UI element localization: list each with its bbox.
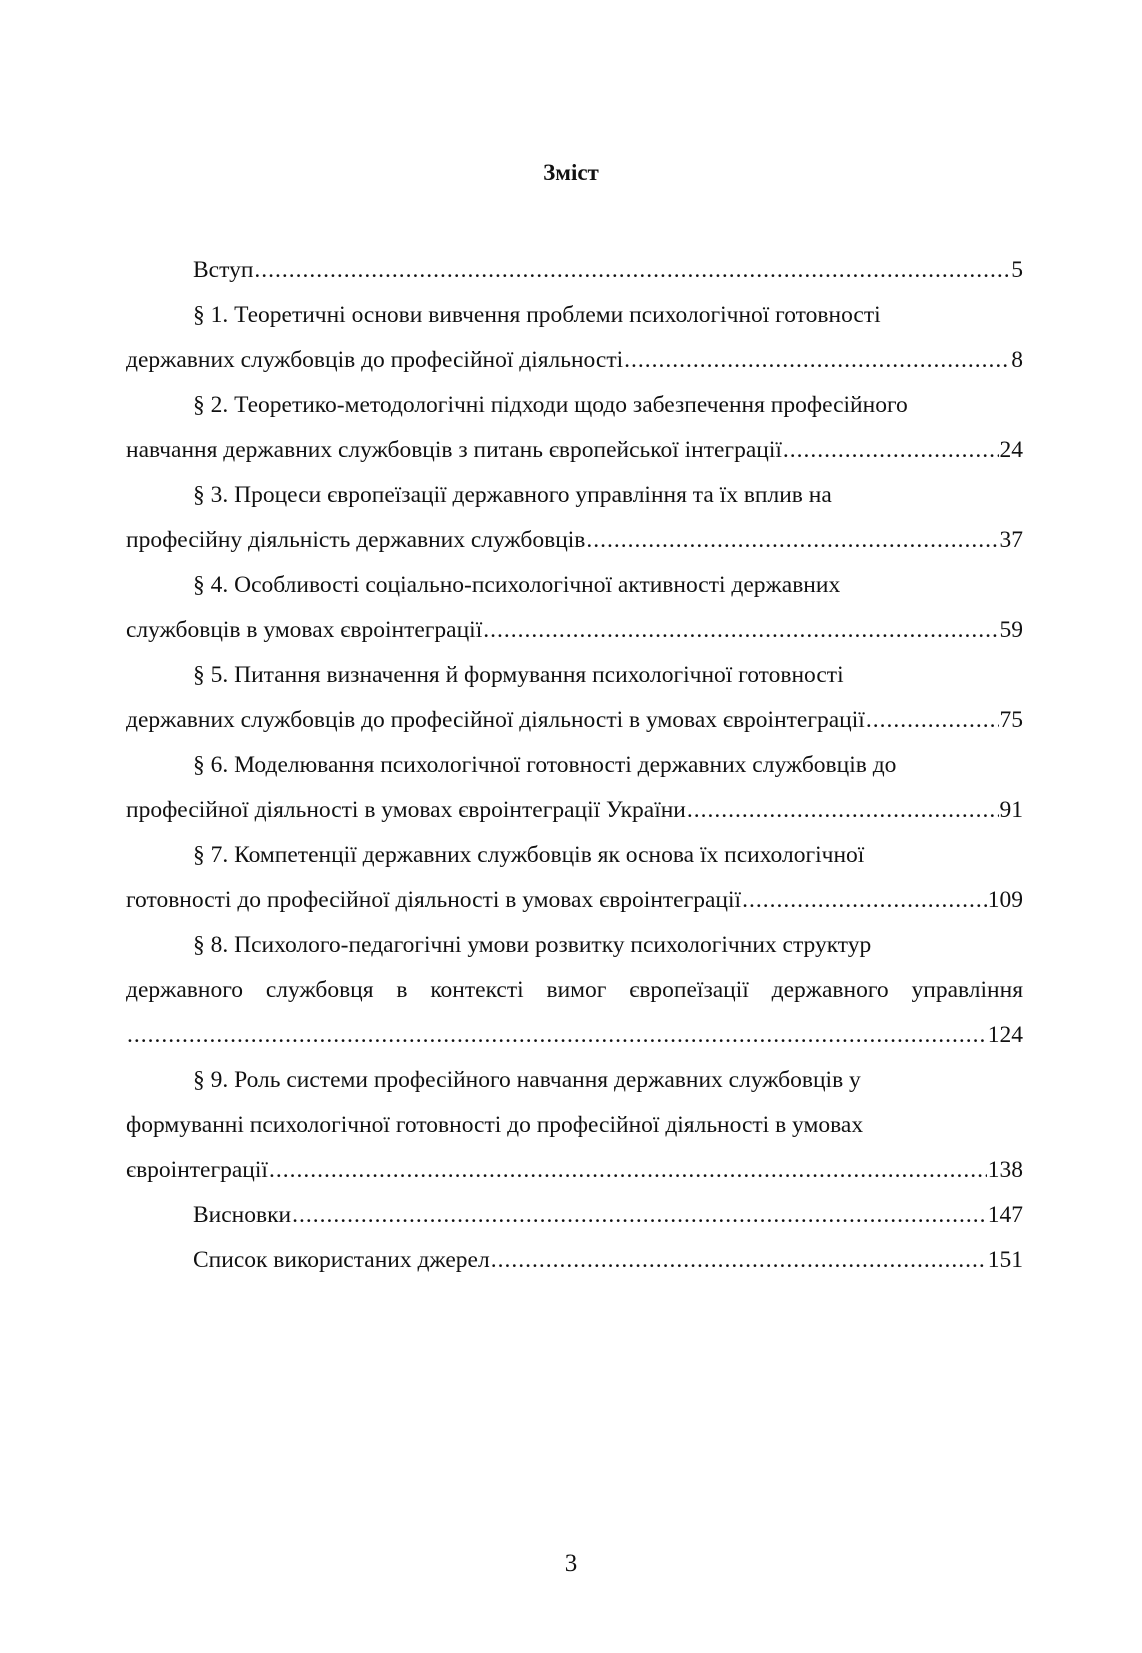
dot-leader <box>687 788 999 833</box>
dot-leader <box>586 518 998 563</box>
toc-page-number: 24 <box>999 437 1023 463</box>
toc-entry-section-5[interactable] <box>126 653 1023 743</box>
dot-leader <box>127 1013 987 1058</box>
toc-entry-text: § 7. Компетенції державних службовців як основа їх психологічної <box>193 842 865 868</box>
toc-entry-section-8[interactable] <box>126 923 1023 1058</box>
toc-page-number: 109 <box>987 887 1023 913</box>
toc-page-number: 59 <box>999 617 1023 643</box>
toc-entry-text: § 6. Моделювання психологічної готовності державних службовців до <box>193 752 897 778</box>
toc-page-number: 147 <box>987 1202 1023 1228</box>
toc-entry-references[interactable] <box>126 1238 1023 1283</box>
dot-leader <box>742 878 987 923</box>
toc-page-number: 124 <box>987 1022 1023 1048</box>
table-of-contents <box>126 248 1023 1283</box>
toc-entry-text: державних службовців до професійної діяльності <box>126 347 624 373</box>
toc-entry-conclusions[interactable] <box>126 1193 1023 1238</box>
toc-entry-text: § 2. Теоретико-методологічні підходи щодо забезпечення професійного <box>193 392 908 418</box>
toc-page-number: 138 <box>987 1157 1023 1183</box>
toc-entry-text: формуванні психологічної готовності до професійної діяльності в умовах <box>126 1112 864 1138</box>
toc-page-number: 151 <box>987 1247 1023 1273</box>
dot-leader <box>292 1193 987 1238</box>
toc-entry-text: § 4. Особливості соціально-психологічної активності державних <box>193 572 841 598</box>
toc-entry-text: професійної діяльності в умовах євроінтеграції України <box>126 797 686 823</box>
toc-entry-section-4[interactable] <box>126 563 1023 653</box>
toc-entry-text: готовності до професійної діяльності в умовах євроінтеграції <box>126 887 742 913</box>
toc-entry-section-3[interactable] <box>126 473 1023 563</box>
toc-entry-section-9[interactable] <box>126 1058 1023 1193</box>
toc-page-number: 37 <box>999 527 1023 553</box>
toc-entry-text: службовців в умовах євроінтеграції <box>126 617 483 643</box>
toc-entry-text: професійну діяльність державних службовців <box>126 527 586 553</box>
toc-entry-section-7[interactable] <box>126 833 1023 923</box>
toc-entry-introduction[interactable] <box>126 248 1023 293</box>
toc-page-number: 75 <box>999 707 1023 733</box>
toc-entry-text: євроінтеграції <box>126 1157 268 1183</box>
toc-entry-text: державних службовців до професійної діяльності в умовах євроінтеграції <box>126 707 865 733</box>
toc-entry-text: § 3. Процеси європеїзації державного управління та їх вплив на <box>193 482 832 508</box>
toc-entry-section-6[interactable] <box>126 743 1023 833</box>
toc-entry-section-1[interactable] <box>126 293 1023 383</box>
toc-entry-text: навчання державних службовців з питань європейської інтеграції <box>126 437 782 463</box>
toc-entry-text: державного службовця в контексті вимог європеїзації державного управління <box>126 977 1023 1003</box>
dot-leader <box>254 248 1010 293</box>
toc-page-number: 8 <box>1011 347 1023 373</box>
toc-entry-text: Вступ <box>193 257 254 283</box>
dot-leader <box>866 698 999 743</box>
toc-entry-text: § 1. Теоретичні основи вивчення проблеми психологічної готовності <box>193 302 881 328</box>
toc-entry-section-2[interactable] <box>126 383 1023 473</box>
toc-entry-text: § 5. Питання визначення й формування психологічної готовності <box>193 662 844 688</box>
toc-page-number: 91 <box>999 797 1023 823</box>
dot-leader <box>491 1238 987 1283</box>
toc-entry-text: § 8. Психолого-педагогічні умови розвитку психологічних структур <box>193 932 872 958</box>
toc-entry-text: § 9. Роль системи професійного навчання державних службовців у <box>193 1067 861 1093</box>
toc-entry-text: Список використаних джерел <box>193 1247 490 1273</box>
dot-leader <box>269 1148 987 1193</box>
toc-entry-text: Висновки <box>193 1202 292 1228</box>
page-title: Зміст <box>543 160 599 185</box>
toc-page-number: 5 <box>1011 257 1023 283</box>
page-number: 3 <box>564 1550 578 1577</box>
dot-leader <box>624 338 1010 383</box>
dot-leader <box>783 428 999 473</box>
dot-leader <box>483 608 998 653</box>
